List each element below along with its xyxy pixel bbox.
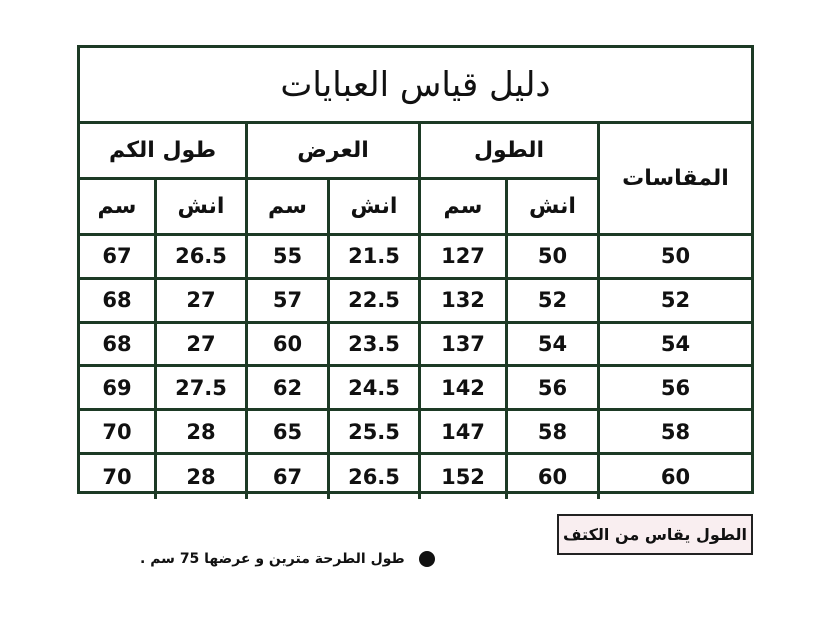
header-sleeve: طول الكم [80, 124, 248, 180]
bullet-note-text: طول الطرحة مترين و عرضها 75 سم . [140, 551, 405, 567]
table-cell-sleeve-cm: 67 [80, 236, 157, 280]
header-width: العرض [248, 124, 421, 180]
table-cell-sleeve-cm: 68 [80, 324, 157, 368]
header-length: الطول [421, 124, 600, 180]
table-cell-width-cm: 60 [248, 324, 330, 368]
table-cell-size: 54 [600, 324, 751, 368]
bullet-note [140, 548, 440, 570]
table-cell-width-cm: 57 [248, 280, 330, 324]
table-cell-width-cm: 55 [248, 236, 330, 280]
table-cell-size: 50 [600, 236, 751, 280]
table-cell-sleeve-cm: 70 [80, 455, 157, 499]
table-cell-sleeve-cm: 68 [80, 280, 157, 324]
sleeve-inch-header: انش [157, 180, 248, 236]
table-cell-width-cm: 62 [248, 367, 330, 411]
table-cell-size: 58 [600, 411, 751, 455]
sleeve-cm-header: سم [80, 180, 157, 236]
table-cell-sleeve-inch: 28 [157, 455, 248, 499]
table-cell-length-inch: 54 [508, 324, 600, 368]
table-cell-length-cm: 137 [421, 324, 508, 368]
table-cell-sleeve-inch: 28 [157, 411, 248, 455]
bullet-icon [419, 551, 435, 567]
table-cell-length-inch: 52 [508, 280, 600, 324]
shoulder-note-box: الطول يقاس من الكتف [557, 514, 753, 555]
table-cell-size: 52 [600, 280, 751, 324]
table-cell-sleeve-inch: 27 [157, 324, 248, 368]
table-cell-width-inch: 26.5 [330, 455, 421, 499]
table-cell-size: 56 [600, 367, 751, 411]
length-inch-header: انش [508, 180, 600, 236]
width-inch-header: انش [330, 180, 421, 236]
table-cell-width-inch: 21.5 [330, 236, 421, 280]
table-cell-length-cm: 127 [421, 236, 508, 280]
chart-title: دليل قياس العبايات [80, 48, 751, 124]
table-cell-length-inch: 58 [508, 411, 600, 455]
table-cell-length-inch: 60 [508, 455, 600, 499]
table-cell-width-cm: 67 [248, 455, 330, 499]
table-cell-width-inch: 22.5 [330, 280, 421, 324]
table-cell-length-cm: 142 [421, 367, 508, 411]
table-cell-width-inch: 24.5 [330, 367, 421, 411]
table-cell-sleeve-inch: 26.5 [157, 236, 248, 280]
table-cell-width-cm: 65 [248, 411, 330, 455]
width-cm-header: سم [248, 180, 330, 236]
table-cell-size: 60 [660, 464, 691, 489]
table-cell-sleeve-inch: 27 [157, 280, 248, 324]
table-cell-length-inch: 50 [508, 236, 600, 280]
table-cell-length-cm: 147 [421, 411, 508, 455]
table-cell-sleeve-inch: 27.5 [157, 367, 248, 411]
size-chart-table [77, 45, 754, 494]
length-cm-header: سم [421, 180, 508, 236]
header-sizes: المقاسات [600, 124, 751, 236]
table-cell-width-inch: 23.5 [330, 324, 421, 368]
table-cell-sleeve-cm: 69 [80, 367, 157, 411]
table-cell-length-inch: 56 [508, 367, 600, 411]
table-cell-length-cm: 152 [421, 455, 508, 499]
table-cell-sleeve-cm: 70 [80, 411, 157, 455]
table-cell-width-inch: 25.5 [330, 411, 421, 455]
table-cell-length-cm: 132 [421, 280, 508, 324]
